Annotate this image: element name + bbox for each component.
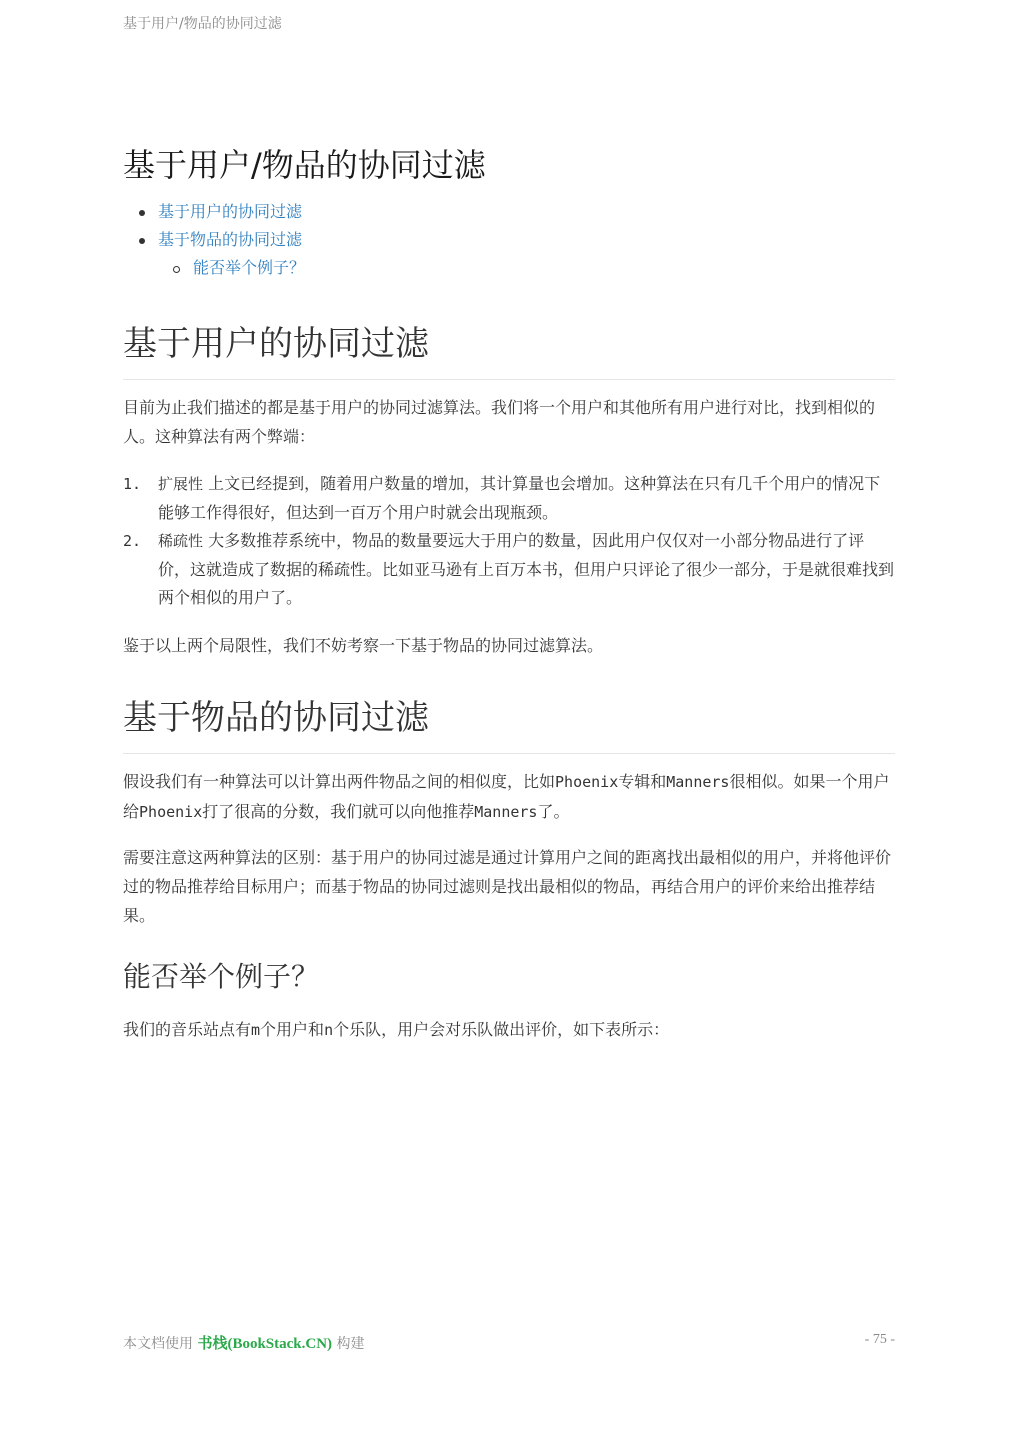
code-manners: Manners: [474, 803, 538, 821]
text-span: 打了很高的分数，我们就可以向他推荐: [202, 802, 475, 821]
section-heading-item-cf: 基于物品的协同过滤: [123, 690, 895, 754]
list-number: 1.: [123, 475, 142, 493]
section-heading-example: 能否举个例子？: [123, 960, 320, 993]
list-term: 稀疏性: [158, 532, 204, 550]
text-span: 我们的音乐站点有: [123, 1020, 252, 1039]
paragraph-user-cf-conclusion: 鉴于以上两个局限性，我们不妨考察一下基于物品的协同过滤算法。: [123, 636, 604, 655]
text-span: 很相似。如果一个用户给: [123, 772, 890, 821]
footer-prefix: 本文档使用: [123, 1336, 193, 1352]
text-span: 专辑和: [618, 772, 667, 791]
code-n: n: [324, 1021, 334, 1039]
paragraph-example-intro: [123, 1015, 895, 1045]
code-phoenix: Phoenix: [555, 773, 619, 791]
code-m: m: [251, 1021, 261, 1039]
paragraph-item-cf-intro: [123, 767, 895, 827]
text-span: 个乐队，用户会对乐队做出评价，如下表所示：: [333, 1020, 670, 1039]
toc-subitem: [123, 254, 305, 282]
list-term: 扩展性: [158, 475, 204, 493]
page-number: - 75 -: [864, 1332, 895, 1347]
code-phoenix: Phoenix: [139, 803, 203, 821]
drawbacks-list: [123, 470, 895, 613]
list-item: [123, 527, 895, 613]
text-span: 了。: [537, 802, 570, 821]
list-item: [123, 470, 895, 527]
list-text: 上文已经提到，随着用户数量的增加，其计算量也会增加。这种算法在只有几千个用户的情况下能够工作得很好，但达到一百万个用户时就会出现瓶颈。: [158, 474, 881, 522]
page-title: 基于用户/物品的协同过滤: [123, 146, 486, 184]
toc-link-user-cf[interactable]: 基于用户的协同过滤: [158, 202, 303, 221]
section-heading-user-cf: 基于用户的协同过滤: [123, 316, 895, 380]
paragraph-user-cf-intro: 目前为止我们描述的都是基于用户的协同过滤算法。我们将一个用户和其他所有用户进行对比，找到相似的人。这种算法有两个弊端：: [123, 398, 876, 446]
toc-item: [123, 198, 305, 226]
table-of-contents: [123, 198, 305, 282]
paragraph-algorithm-difference: 需要注意这两种算法的区别：基于用户的协同过滤是通过计算用户之间的距离找出最相似的用户，并将他评价过的物品推荐给目标用户；而基于物品的协同过滤则是找出最相似的物品，再结合用户的评价来给出推荐结果。: [123, 848, 892, 925]
footer-brand-link[interactable]: 书栈(BookStack.CN): [197, 1336, 333, 1352]
toc-link-example[interactable]: 能否举个例子？: [193, 258, 306, 277]
toc-link-item-cf[interactable]: 基于物品的协同过滤: [158, 230, 303, 249]
list-number: 2.: [123, 532, 142, 550]
footer-suffix: 构建: [336, 1336, 365, 1352]
page-footer: [123, 1332, 365, 1353]
list-text: 大多数推荐系统中，物品的数量要远大于用户的数量，因此用户仅仅对一小部分物品进行了评价，这就造成了数据的稀疏性。比如亚马逊有上百万本书，但用户只评论了很少一部分，于是就很难找到两个相似的用户了。: [158, 531, 895, 607]
code-manners: Manners: [666, 773, 730, 791]
text-span: 假设我们有一种算法可以计算出两件物品之间的相似度，比如: [123, 772, 556, 791]
toc-item: [123, 226, 305, 254]
running-header: 基于用户/物品的协同过滤: [123, 16, 282, 32]
text-span: 个用户和: [260, 1020, 325, 1039]
